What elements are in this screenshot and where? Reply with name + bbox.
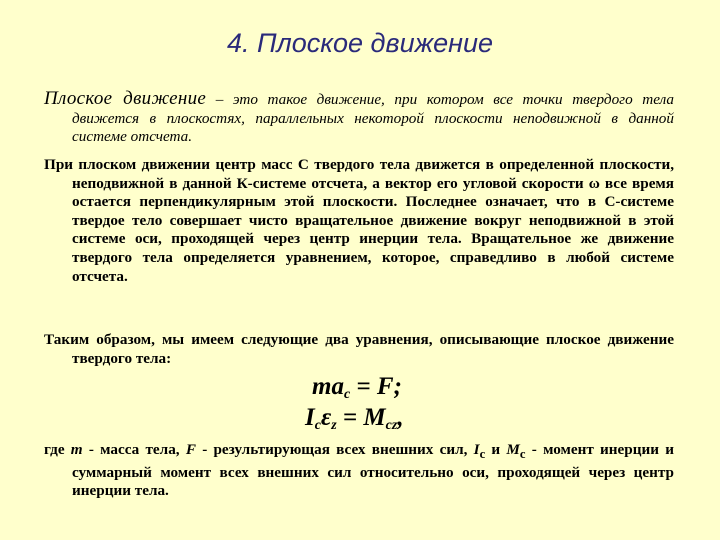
- notation-F: F: [185, 441, 196, 458]
- slide-title: 4. Плоское движение: [226, 28, 494, 58]
- equation-rotational: [305, 404, 404, 432]
- definition-term: Плоское движение: [44, 88, 207, 109]
- eq2-epsilon-sub: z: [331, 418, 337, 433]
- notation-text-3: - результирующая всех внешних сил,: [195, 441, 474, 458]
- eq2-rhs: = M: [336, 404, 386, 431]
- center-of-mass-paragraph: При плоском движении центр масс С твердого тела движется в определенной плоскости, неподвижной в данной К-системе отсчета, а вектор его угловой скорости ω все время остается перпендикулярным этой плоскости. Последнее означает, что в С-системе твердое тело совершает чисто вращательное движение вокруг неподвижной в этой системе оси, проходящей через центр инерции тела. Вращательное же движение твердого тела определяется уравнением, которое, справедливо в любой системе отсчета.: [44, 156, 674, 285]
- definition-text: – это такое движение, при котором все точки твердого тела движется в плоскостях, параллельных некоторой плоскости неподвижной в данной системе отсчета.: [72, 91, 674, 146]
- eq1-accel: a: [331, 373, 344, 400]
- equation-translational: [312, 373, 402, 401]
- eq2-end: ,: [397, 404, 404, 431]
- equations-intro-paragraph: Таким образом, мы имеем следующие два уравнения, описывающие плоское движение твердого тела:: [44, 331, 674, 367]
- notation-I: I: [473, 441, 480, 458]
- notation-m: m: [70, 441, 83, 458]
- notation-I-sub: c: [479, 447, 486, 462]
- eq2-moment-sub: cz: [385, 418, 398, 433]
- notation-text-1: где: [44, 441, 71, 458]
- eq1-rhs: = F;: [350, 373, 402, 400]
- eq2-inertia-sub: c: [314, 418, 321, 433]
- notation-text-5: - момент инерции и суммарный момент всех внешних сил относительно оси, проходящей через центр инерции тела.: [72, 441, 674, 500]
- eq2-inertia: I: [305, 404, 315, 431]
- definition-paragraph: [44, 90, 674, 147]
- notation-text-4: и: [485, 441, 507, 458]
- notation-M: M: [506, 441, 520, 458]
- eq1-accel-sub: c: [343, 387, 351, 402]
- notation-M-sub: c: [519, 447, 526, 462]
- notation-paragraph: [44, 441, 674, 501]
- notation-text-2: - масса тела,: [82, 441, 186, 458]
- eq1-mass: m: [312, 373, 332, 400]
- eq2-epsilon: ε: [320, 404, 332, 431]
